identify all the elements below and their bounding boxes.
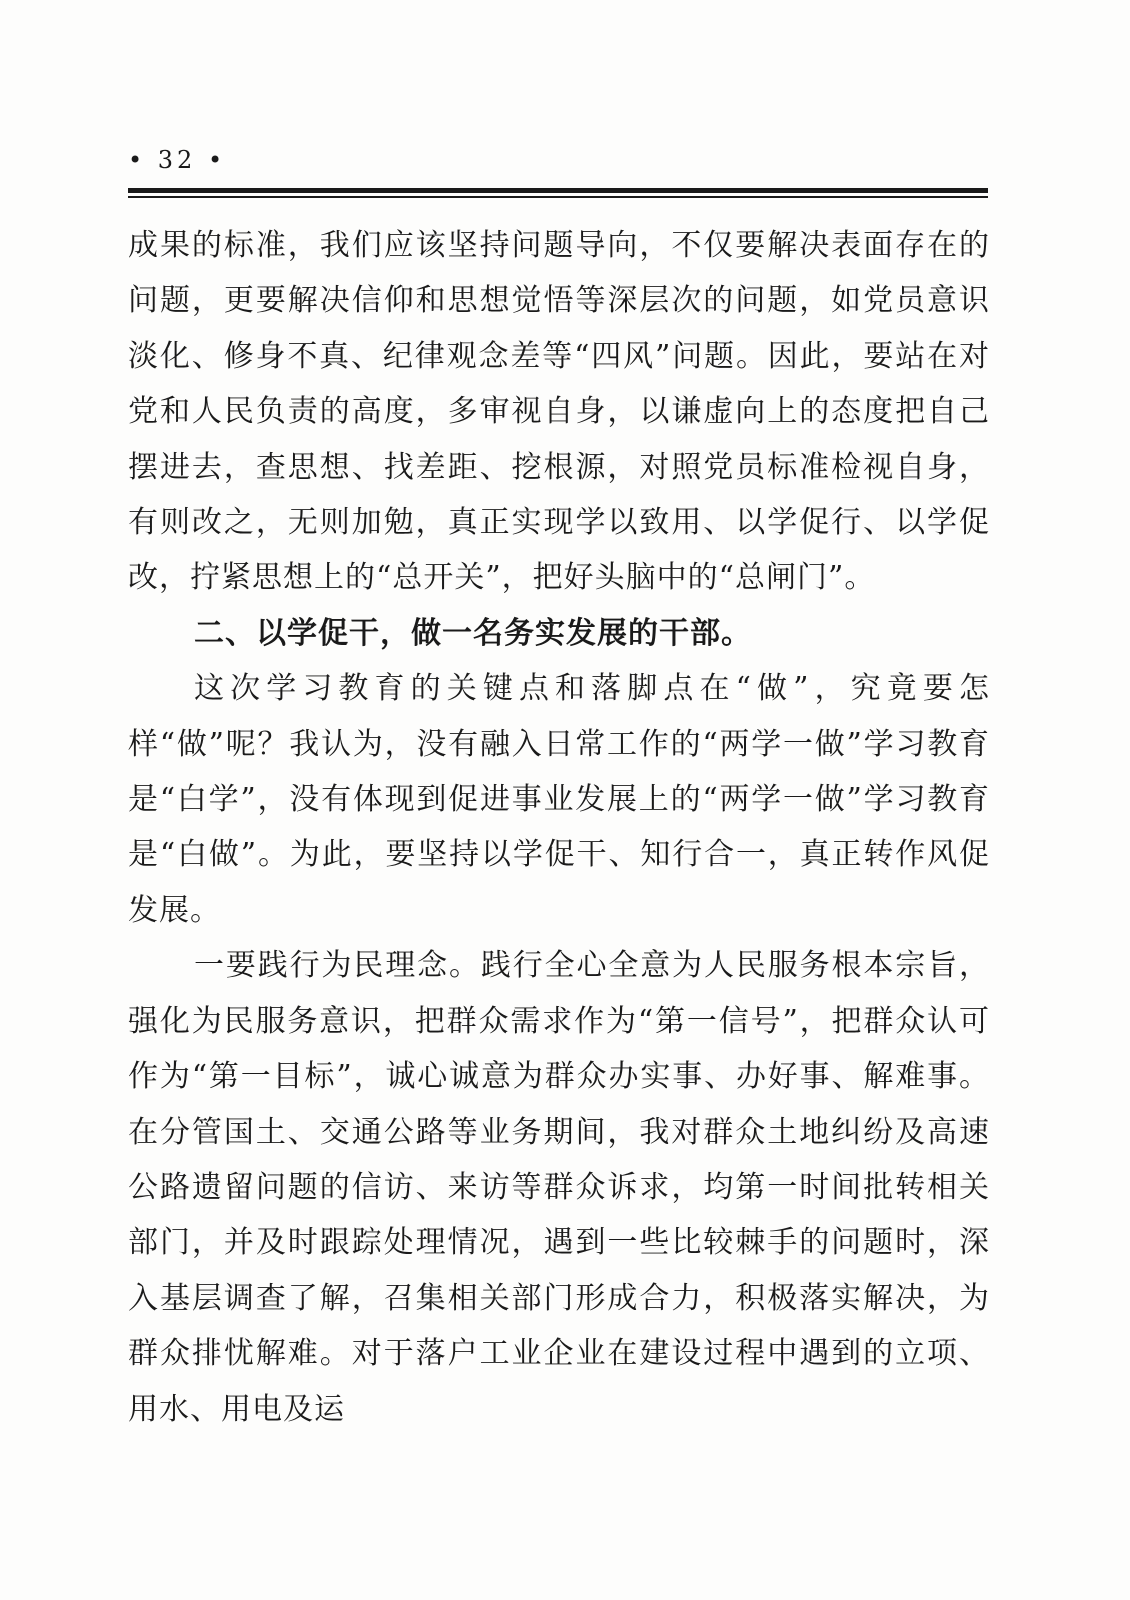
paragraph: 这次学习教育的关键点和落脚点在“做”，究竟要怎样“做”呢？我认为，没有融入日常工作的“两学一做”学习教育是“白学”，没有体现到促进事业发展上的“两学一做”学习教育是“白做”。为此，要坚持以学促干、知行合一，真正转作风促发展。 — [128, 671, 990, 928]
paragraph: 一要践行为民理念。践行全心全意为人民服务根本宗旨，强化为民服务意识，把群众需求作为“第一信号”，把群众认可作为“第一目标”，诚心诚意为群众办实事、办好事、解难事。在分管国土、交通公路等业务期间，我对群众土地纠纷及高速公路遗留问题的信访、来访等群众诉求，均第一时间批转相关部门，并及时跟踪处理情况，遇到一些比较棘手的问题时，深入基层调查了解，召集相关部门形成合力，积极落实解决，为群众排忧解难。对于落户工业企业在建设过程中遇到的立项、用水、用电及运 — [128, 948, 990, 1427]
header-rule-thick — [128, 188, 988, 193]
paragraph-continued: 成果的标准，我们应该坚持问题导向，不仅要解决表面存在的问题，更要解决信仰和思想觉悟等深层次的问题，如党员意识淡化、修身不真、纪律观念差等“四风”问题。因此，要站在对党和人民负责的高度，多审视自身，以谦虚向上的态度把自己摆进去，查思想、找差距、挖根源，对照党员标准检视自身，有则改之，无则加勉，真正实现学以致用、以学促行、以学促改，拧紧思想上的“总开关”，把好头脑中的“总闸门”。 — [128, 228, 990, 596]
header-rule-thin — [128, 196, 988, 198]
page-number: • 32 • — [128, 146, 227, 174]
body-text — [128, 218, 990, 1437]
section-heading: 二、以学促干，做一名务实发展的干部。 — [194, 615, 752, 651]
page-header — [128, 140, 988, 180]
